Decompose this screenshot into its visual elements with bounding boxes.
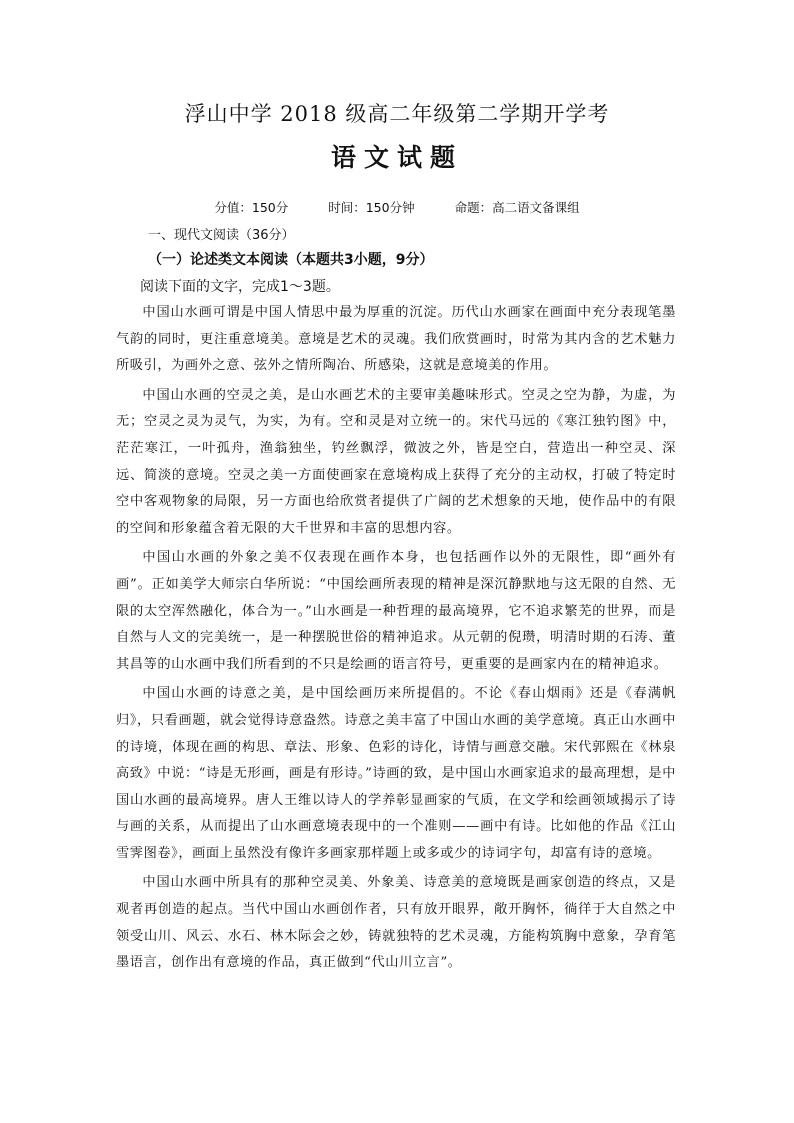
- passage-paragraph: 中国山水画的空灵之美，是山水画艺术的主要审美趣味形式。空灵之空为静，为虚，为无；空灵之灵为灵气，为实，为有。空和灵是对立统一的。宋代马远的《寒江独钓图》中，茫茫寒江，一叶孤舟，渔翁独坐，钓丝飘浮，微波之外，皆是空白，营造出一种空灵、深远、简淡的意境。空灵之美一方面使画家在意境构成上获得了充分的主动权，打破了特定时空中客观物象的局限，另一方面也给欣赏者提供了广阔的艺术想象的天地，使作品中的有限的空间和形象蕴含着无限的大千世界和丰富的思想内容。: [116, 387, 676, 536]
- passage-paragraph: 中国山水画可谓是中国人情思中最为厚重的沉淀。历代山水画家在画面中充分表现笔墨气韵的同时，更注重意境美。意境是艺术的灵魂。我们欣赏画时，时常为其内含的艺术魅力所吸引，为画外之意、弦外之情所陶冶、所感染，这就是意境美的作用。: [116, 305, 676, 374]
- subsection-heading: （一）论述类文本阅读（本题共3小题，9分）: [148, 252, 434, 268]
- passage-paragraph: 中国山水画的外象之美不仅表现在画作本身，也包括画作以外的无限性，即“画外有画”。正如美学大师宗白华所说：“中国绘画所表现的精神是深沉静默地与这无限的自然、无限的太空浑然融化，体合为一。”山水画是一种哲理的最高境界，它不追求繁芜的世界，而是自然与人文的完美统一，是一种摆脱世俗的精神追求。从元朝的倪瓒，明清时期的石涛、董其昌等的山水画中我们所看到的不只是绘画的语言符号，更重要的是画家内在的精神追求。: [116, 550, 676, 672]
- instruction-text: 阅读下面的文字，完成1～3题。: [140, 279, 340, 295]
- passage-paragraph: 中国山水画的诗意之美，是中国绘画历来所提倡的。不论《春山烟雨》还是《春满帆归》，只看画题，就会觉得诗意盎然。诗意之美丰富了中国山水画的美学意境。真正山水画中的诗境，体现在画的构思、章法、形象、色彩的诗化，诗情与画意交融。宋代郭熙在《林泉高致》中说：“诗是无形画，画是有形诗。”诗画的致，是中国山水画家追求的最高理想，是中国山水画的最高境界。唐人王维以诗人的学养彰显画家的气质，在文学和绘画领域揭示了诗与画的关系，从而提出了山水画意境表现中的一个准则——画中有诗。比如他的作品《江山雪霁图卷》，画面上虽然没有像许多画家那样题上或多或少的诗词字句，却富有诗的意境。: [116, 686, 676, 861]
- time-info: 时间：150分钟: [328, 200, 415, 215]
- score-info: 分值：150分: [214, 200, 289, 215]
- reading-passage: [116, 300, 676, 980]
- author-info: 命题：高二语文备课组: [454, 200, 580, 215]
- section-heading: 一、现代文阅读（36分）: [148, 228, 295, 243]
- passage-paragraph: 中国山水画中所具有的那种空灵美、外象美、诗意美的意境既是画家创造的终点，又是观者再创造的起点。当代中国山水画创作者，只有放开眼界，敞开胸怀，徜徉于大自然之中领受山川、风云、水石、林木际会之妙，铸就独特的艺术灵魂，方能构筑胸中意象，孕育笔墨语言，创作出有意境的作品，真正做到“代山川立言”。: [116, 875, 676, 971]
- exam-title: 浮山中学 2018 级高二年级第二学期开学考: [184, 102, 610, 126]
- exam-meta: [0, 198, 794, 216]
- exam-subject: 语文试题: [330, 143, 463, 172]
